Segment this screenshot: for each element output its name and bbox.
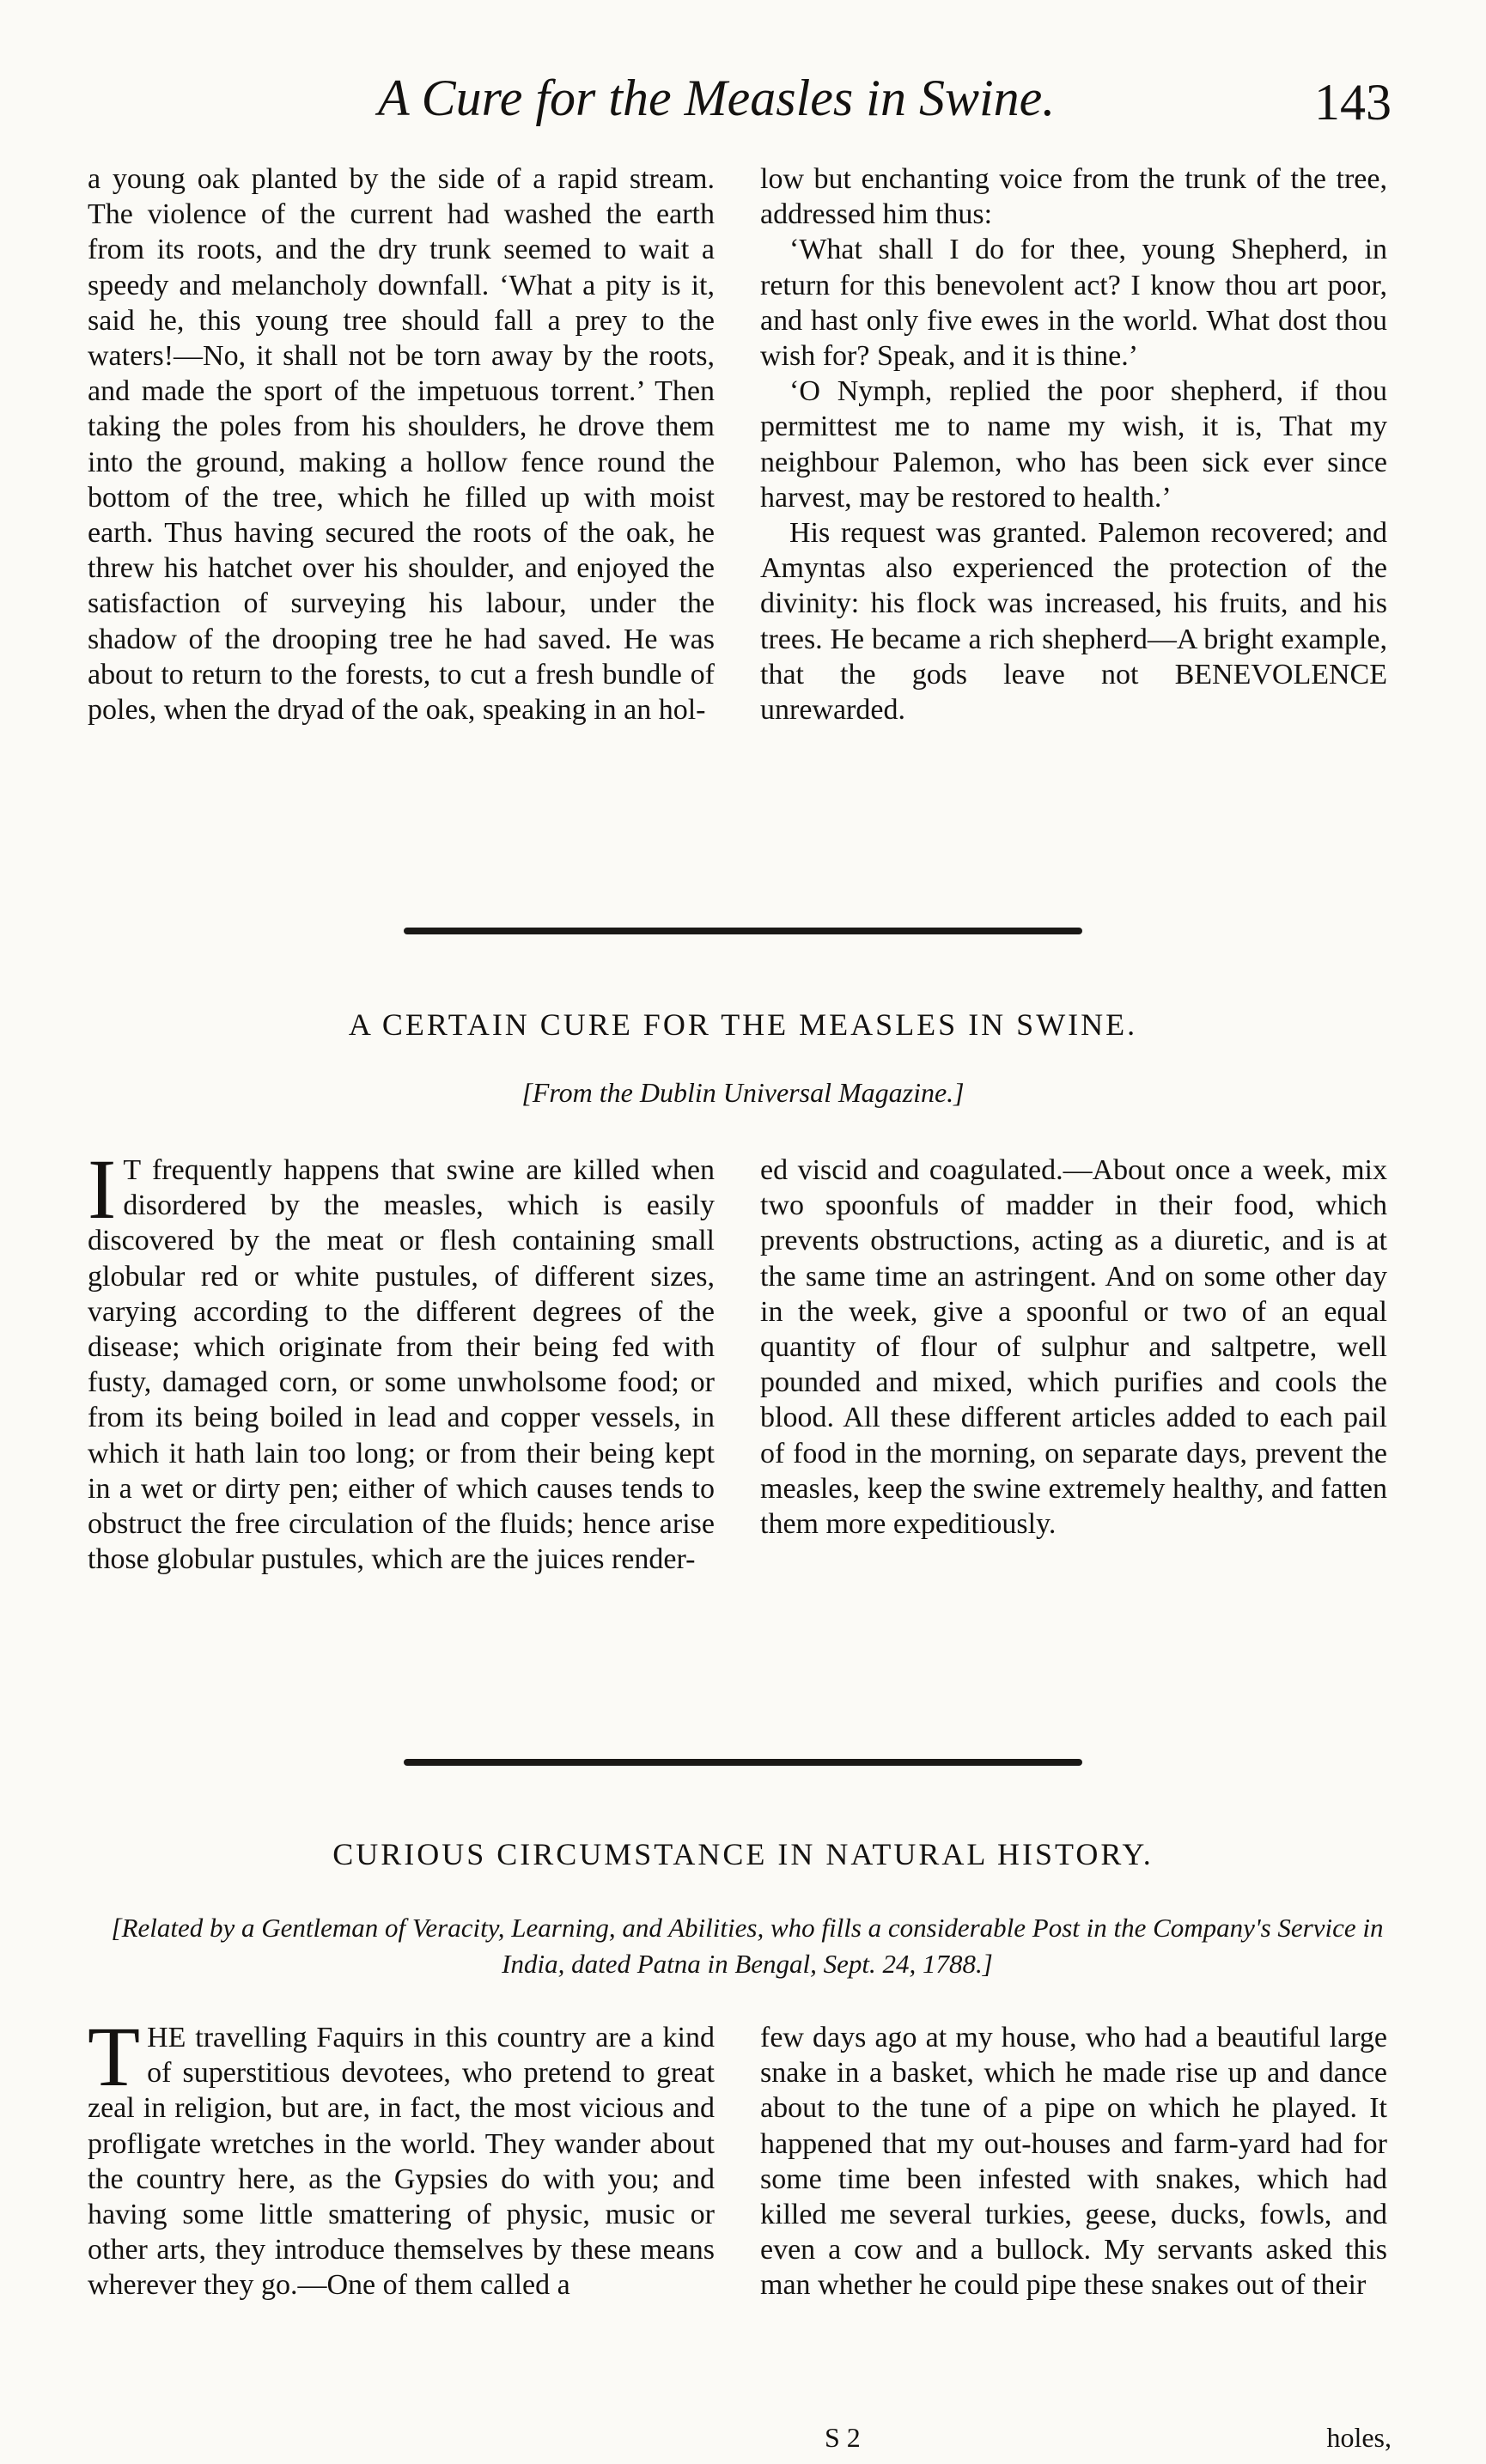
measles-right-text: ed viscid and coagulated.—About once a week, mix two spoonfuls of madder in their food, which prevents obstructions, acting as a diuretic, and is at the same time an astringent. And on some other day in the week, give a spoonful or two of an equal quantity of flour of sulphur and saltpetre, well pounded and mixed, which purifies and cools the blood. All these different articles added to each pail of food in the morning, on separate days, prevent the measles, keep the swine extremely healthy, and fatten them more expeditiously. <box>760 1154 1387 1541</box>
curious-source: [Related by a Gentleman of Veracity, Learning, and Abilities, who fills a considerable Post in the Company's Service in India, dated Patna in Bengal, Sept. 24, 1788.] <box>111 1913 1384 1979</box>
measles-heading: A CERTAIN CURE FOR THE MEASLES IN SWINE. <box>348 1007 1138 1042</box>
curious-left-column <box>88 2009 715 2303</box>
story-right-column <box>760 161 1387 727</box>
curious-right-column <box>760 2020 1387 2303</box>
story-left-column <box>88 161 715 727</box>
running-title: A Cure for the Measles in Swine. <box>378 70 1056 126</box>
story-paragraph-3: ‘O Nymph, replied the poor shepherd, if thou permittest me to name my wish, it is, That my neighbour Palemon, who has been sick ever since harvest, may be restored to health.’ <box>760 375 1387 514</box>
measles-dropcap: I <box>88 1141 117 1237</box>
section-divider <box>404 1759 1082 1766</box>
page-number: 143 <box>1314 74 1392 131</box>
measles-source: [From the Dublin Universal Magazine.] <box>521 1077 965 1108</box>
measles-left-text: T frequently happens that swine are killed when disordered by the measles, which is easily discovered by the meat or flesh containing small globular red or white pustules, of different sizes, varying according to the different degrees of the disease; which originate from their being fed with fusty, damaged corn, or some unwholsome food; or from its being boiled in lead and copper vessels, in which it hath lain too long; or from their being kept in a wet or dirty pen; either of which causes tends to obstruct the free circulation of the fluids; hence arise those globular pustules, which are the juices render- <box>88 1154 715 1576</box>
story-left-paragraph: a young oak planted by the side of a rapid stream. The violence of the current had washed the earth from its roots, and the dry trunk seemed to wait a speedy and melancholy downfall. ‘What a pity is it, said he, this young tree should fall a prey to the waters!—No, it shall not be torn away by the roots, and made the sport of the impetuous torrent.’ Then taking the poles from his shoulders, he drove them into the ground, making a hollow fence round the bottom of the tree, which he filled up with moist earth. Thus having secured the roots of the oak, he threw his hatchet over his shoulder, and enjoyed the satisfaction of surveying his labour, under the shadow of the drooping tree he had saved. He was about to return to the forests, to cut a fresh bundle of poles, when the dryad of the oak, speaking in an hol- <box>88 163 715 727</box>
story-paragraph-2: ‘What shall I do for thee, young Shepherd, in return for this benevolent act? I know thou art poor, and hast only five ewes in the world. What dost thou wish for? Speak, and it is thine.’ <box>760 234 1387 373</box>
measles-left-column <box>88 1141 715 1577</box>
curious-heading: CURIOUS CIRCUMSTANCE IN NATURAL HISTORY. <box>332 1837 1154 1871</box>
story-paragraph-4: His request was granted. Palemon recovered; and Amyntas also experienced the protection of the divinity: his flock was increased, his fruits, and his trees. He became a rich shepherd—A bright example, that the gods leave not BENEVOLENCE unrewarded. <box>760 517 1387 727</box>
curious-dropcap: T <box>88 2009 141 2104</box>
story-paragraph-1: low but enchanting voice from the trunk of the tree, addressed him thus: <box>760 163 1387 231</box>
section-divider <box>404 928 1082 934</box>
signature-mark: S 2 <box>825 2422 861 2453</box>
measles-right-column <box>760 1153 1387 1542</box>
curious-left-text: HE travelling Faquirs in this country are a kind of superstitious devotees, who pretend to great zeal in religion, but are, in fact, the most vicious and profligate wretches in the world. They wander about the country here, as the Gypsies do with you; and having some little smattering of physic, music or other arts, they introduce themselves by these means wherever they go.—One of them called a <box>88 2022 715 2302</box>
catchword: holes, <box>1326 2422 1392 2453</box>
page-header <box>378 69 1409 146</box>
curious-right-text: few days ago at my house, who had a beautiful large snake in a basket, which he made rise up and dance about to the tune of a pipe on which he played. It happened that my out-houses and farm-yard had for some time been infested with snakes, which had killed me several turkies, geese, ducks, fowls, and even a cow and a bullock. My servants asked this man whether he could pipe these snakes out of their <box>760 2022 1387 2302</box>
